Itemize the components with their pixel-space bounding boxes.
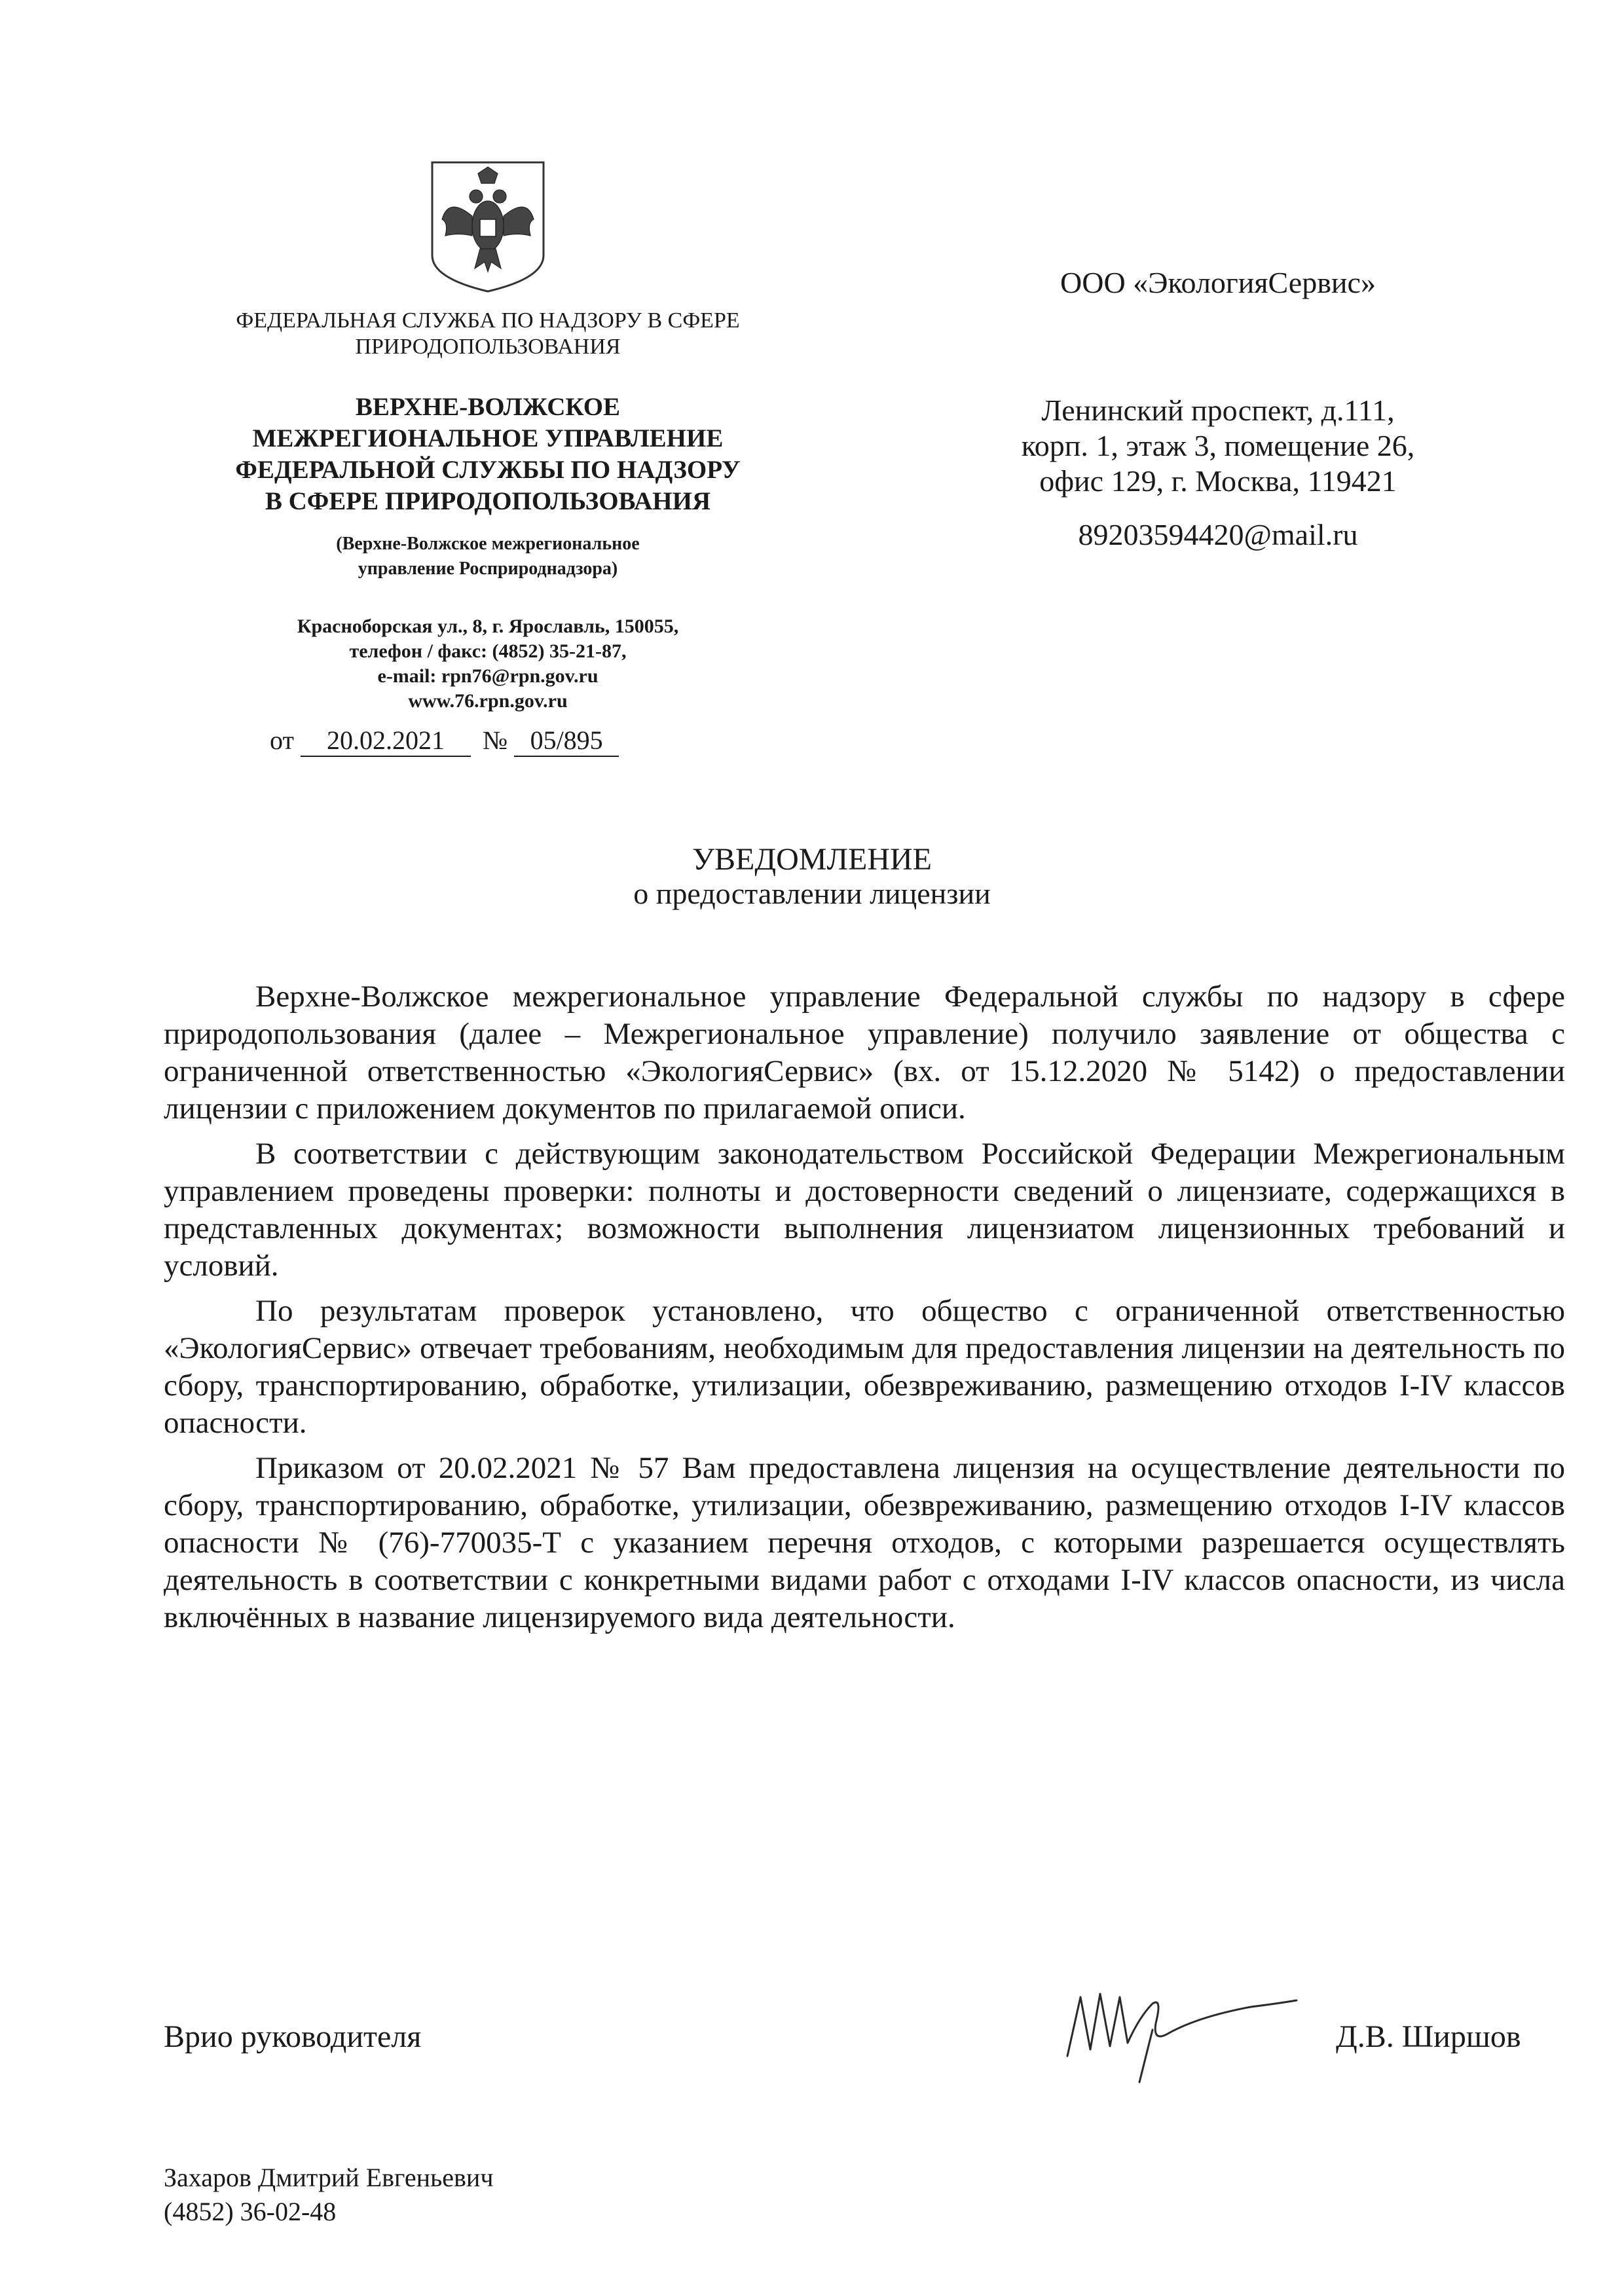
- signer-name: Д.В. Ширшов: [1336, 2019, 1521, 2054]
- document-subtitle: о предоставлении лицензии: [633, 877, 991, 910]
- recipient-name: ООО «ЭкологияСервис»: [1060, 266, 1376, 299]
- coat-of-arms-icon: [422, 157, 553, 295]
- sender-website: www.76.rpn.gov.ru: [408, 690, 568, 712]
- document-date: 20.02.2021: [301, 725, 471, 757]
- signer-position: Врио руководителя: [164, 2019, 422, 2054]
- executor-phone: (4852) 36-02-48: [164, 2197, 337, 2226]
- body-paragraph: По результатам проверок установлено, что общество с ограниченной ответственностью «ЭкологияСервис» отвечает требованиям, необходимым для предоставления лицензии на деятельность по сбору, транспортированию, обработке, утилизации, обезвреживанию, размещению отходов I-IV классов опасности.: [164, 1294, 1565, 1440]
- department-line: ВЕРХНЕ-ВОЛЖСКОЕ: [355, 393, 621, 421]
- body-paragraph: Приказом от 20.02.2021 № 57 Вам предоставлена лицензия на осуществление деятельности по сбору, транспортированию, обработке, утилизации, обезвреживанию, размещению отходов I-IV классов опасности № (76)-770035-Т с указанием перечня отходов, с которыми разрешается осуществлять деятельность в соответствии с конкретными видами работ с отходами I-IV классов опасности, из числа включённых в название лицензируемого вида деятельности.: [164, 1451, 1565, 1634]
- short-name-line: (Верхне-Волжское межрегиональное: [336, 534, 640, 554]
- number-prefix: №: [482, 725, 508, 755]
- agency-name: ФЕДЕРАЛЬНАЯ СЛУЖБА ПО НАДЗОРУ В СФЕРЕ ПРИРОДОПОЛЬЗОВАНИЯ: [236, 308, 740, 359]
- body-paragraph: Верхне-Волжское межрегиональное управление Федеральной службы по надзору в сфере природопользования (далее – Межрегиональное управление) получило заявление от общества с ограниченной ответственностью «ЭкологияСервис» (вх. от 15.12.2020 № 5142) о предоставлении лицензии с приложением документов по прилагаемой описи.: [164, 980, 1565, 1126]
- date-prefix: от: [270, 725, 294, 755]
- sender-address: Красноборская ул., 8, г. Ярославль, 150055,: [297, 615, 679, 637]
- short-name-line: управление Росприроднадзора): [358, 559, 618, 579]
- recipient-address: [943, 393, 1493, 499]
- letter-body: [164, 978, 1565, 1644]
- body-paragraph: В соответствии с действующим законодательством Российской Федерации Межрегиональным управлением проведены проверки: полноты и достоверности сведений о лицензиате, содержащихся в представленных документах; возможности выполнения лицензиатом лицензионных требований и условий.: [164, 1137, 1565, 1283]
- department-line: В СФЕРЕ ПРИРОДОПОЛЬЗОВАНИЯ: [265, 487, 711, 515]
- registration-line: [270, 725, 619, 757]
- document-number: 05/895: [514, 725, 619, 757]
- executor-name: Захаров Дмитрий Евгеньевич: [164, 2163, 494, 2192]
- document-title: УВЕДОМЛЕНИЕ: [692, 842, 932, 877]
- department-line: ФЕДЕРАЛЬНОЙ СЛУЖБЫ ПО НАДЗОРУ: [235, 456, 741, 484]
- department-line: МЕЖРЕГИОНАЛЬНОЕ УПРАВЛЕНИЕ: [252, 424, 724, 452]
- handwritten-signature: [1054, 1977, 1303, 2089]
- recipient-address-line: офис 129, г. Москва, 119421: [1039, 464, 1397, 498]
- sender-contacts: [164, 614, 812, 714]
- sender-email: e-mail: rpn76@rpn.gov.ru: [377, 665, 599, 687]
- department-short-name: [164, 532, 812, 581]
- sender-phone: телефон / факс: (4852) 35-21-87,: [349, 640, 627, 662]
- recipient-address-line: Ленинский проспект, д.111,: [1041, 394, 1395, 427]
- recipient-email: 89203594420@mail.ru: [1078, 518, 1358, 551]
- department-name: [164, 392, 812, 517]
- executor-info: [164, 2161, 493, 2229]
- recipient-address-line: корп. 1, этаж 3, помещение 26,: [1021, 429, 1415, 462]
